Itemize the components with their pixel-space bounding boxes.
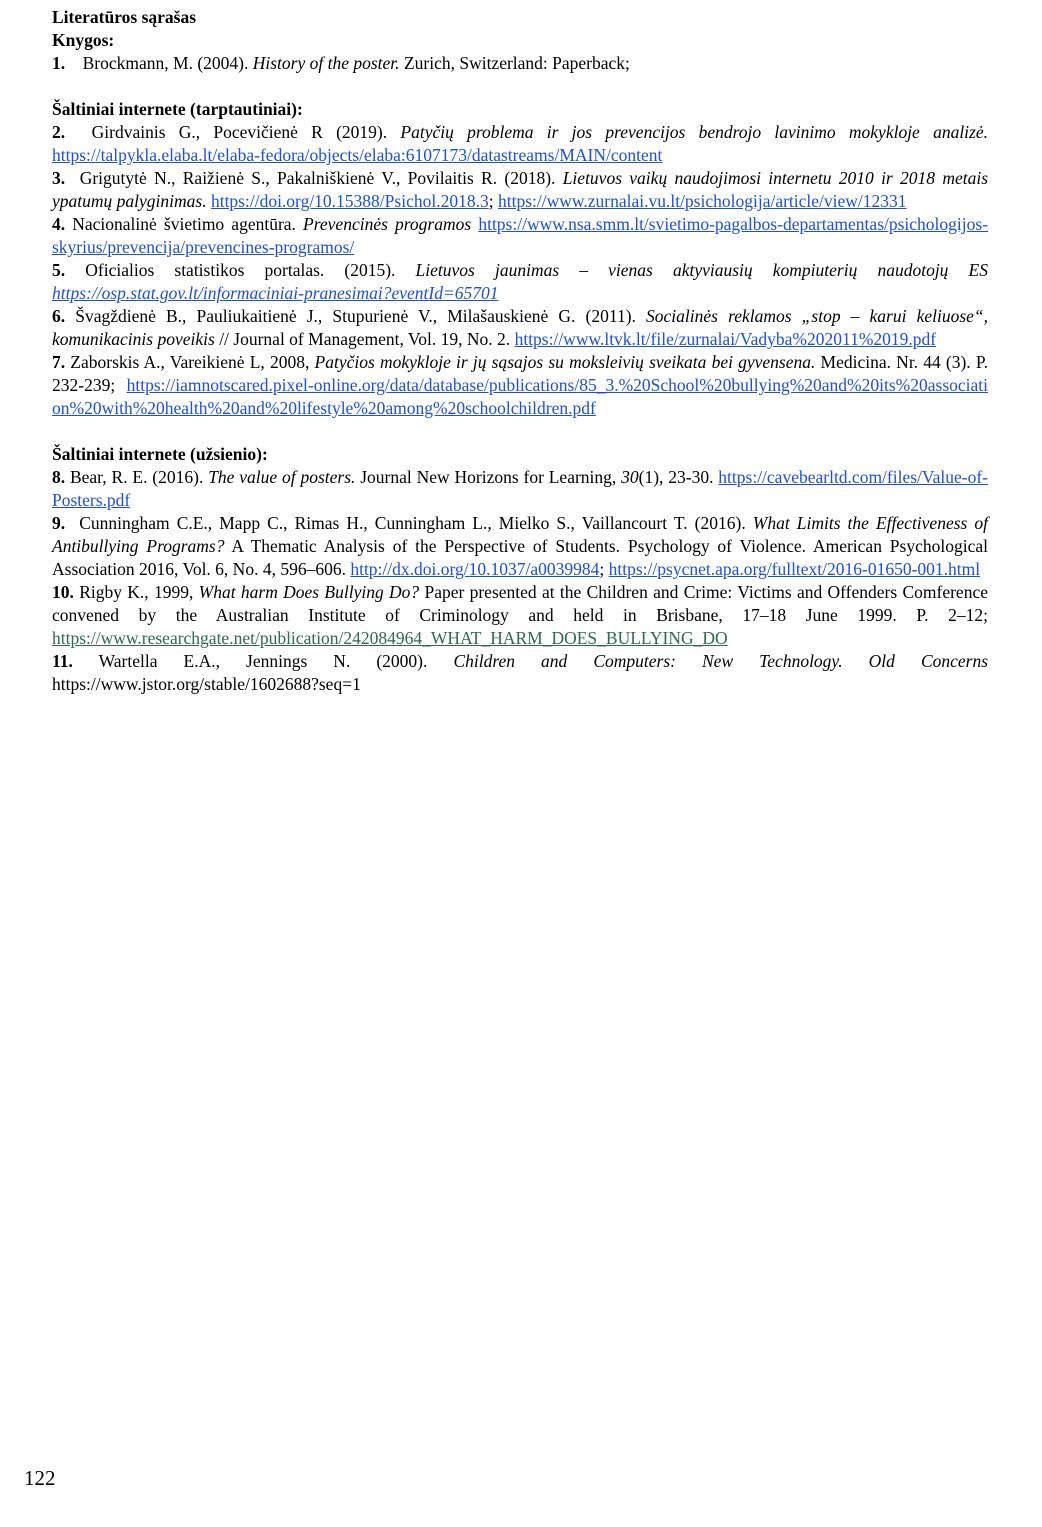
reference-number: 11. — [52, 651, 73, 671]
reference-authors: Nacionalinė švietimo agentūra. — [72, 214, 304, 234]
reference-link-secondary[interactable]: https://www.zurnalai.vu.lt/psichologija/article/view/12331 — [497, 191, 907, 211]
reference-title: What harm Does Bullying Do? — [198, 582, 420, 602]
reference-link[interactable]: https://osp.stat.gov.lt/informaciniai-pranesimai?eventId=65701 — [52, 283, 499, 303]
reference-number: 1. — [52, 53, 66, 73]
reference-link[interactable]: https://www.researchgate.net/publication/242084964_WHAT_HARM_DOES_BULLYING_DO — [52, 628, 728, 648]
reference-link[interactable]: https://www.nsa.smm.lt/svietimo-pagalbos-departamentas/psichologijos-skyrius/prevencija/prevencines-programos/ — [52, 214, 989, 257]
reference-title: Socialinės reklamos „stop – karui keliuose“, komunikacinis poveikis — [52, 306, 989, 349]
reference-title: History of the poster. — [252, 53, 400, 73]
page-number: 122 — [24, 1466, 56, 1490]
reference-number: 8. — [52, 467, 66, 487]
reference-authors: Girdvainis G., Pocevičienė R (2019). — [91, 122, 401, 142]
reference-title: Prevencinės programos — [303, 214, 472, 234]
reference-source: Medicina. Nr. 44 (3). P. 232-239; — [52, 352, 988, 395]
reference-link[interactable]: https://iamnotscared.pixel-online.org/data/database/publications/85_3.%20School%20bullying%20and%20its%20association%20with%20health%20and%20lifestyle%20among%20schoolchildren.pdf — [52, 375, 988, 418]
link-separator: ; — [599, 559, 605, 579]
references-page — [52, 6, 988, 696]
reference-link[interactable]: https://cavebearltd.com/files/Value-of-Posters.pdf — [52, 467, 988, 510]
reference-1 — [52, 52, 988, 75]
reference-4 — [52, 213, 988, 259]
reference-11 — [52, 650, 988, 696]
reference-5 — [52, 259, 988, 305]
reference-title: Patyčios mokykloje ir jų sąsajos su moksleivių sveikata bei gyvensena. — [314, 352, 816, 372]
reference-title: What Limits the Effectiveness of Antibullying Programs? — [52, 513, 989, 556]
reference-authors: Bear, R. E. (2016). — [69, 467, 209, 487]
reference-link[interactable]: http://dx.doi.org/10.1037/a0039984 — [350, 559, 600, 579]
reference-volume: 30 — [621, 467, 639, 487]
reference-number: 6. — [52, 306, 66, 326]
reference-source: Zurich, Switzerland: Paperback; — [399, 53, 630, 73]
reference-number: 10. — [52, 582, 74, 602]
reference-authors: Grigutytė N., Raižienė S., Pakalniškienė V., Povilaitis R. (2018). — [79, 168, 563, 188]
reference-3 — [52, 167, 988, 213]
reference-title: The value of posters. — [208, 467, 356, 487]
reference-9 — [52, 512, 988, 581]
reference-10 — [52, 581, 988, 650]
reference-source: A Thematic Analysis of the Perspective of Students. Psychology of Violence. American Psychological Association 2016, Vol. 6, No. 4, 596–606. — [52, 536, 988, 579]
reference-link[interactable]: https://www.ltvk.lt/file/zurnalai/Vadyba%202011%2019.pdf — [514, 329, 937, 349]
reference-source: // Journal of Management, Vol. 19, No. 2. — [214, 329, 511, 349]
reference-authors: Oficialios statistikos portalas. (2015). — [85, 260, 416, 280]
reference-url-text: https://www.jstor.org/stable/1602688?seq=1 — [52, 674, 361, 694]
reference-number: 9. — [52, 513, 66, 533]
reference-number: 2. — [52, 122, 66, 142]
reference-authors: Švagždienė B., Pauliukaitienė J., Stupurienė V., Milašauskienė G. (2011). — [75, 306, 647, 326]
reference-6 — [52, 305, 988, 351]
reference-link-secondary[interactable]: https://psycnet.apa.org/fulltext/2016-01650-001.html — [608, 559, 981, 579]
reference-authors: Rigby K., 1999, — [79, 582, 199, 602]
reference-title: Lietuvos jaunimas – vienas aktyviausių kompiuterių naudotojų ES — [415, 260, 988, 280]
reference-title: Patyčių problema ir jos prevencijos bendrojo lavinimo mokykloje analizė. — [400, 122, 988, 142]
reference-authors: Brockmann, M. (2004). — [82, 53, 253, 73]
reference-2 — [52, 121, 988, 167]
books-heading: Knygos: — [52, 30, 115, 50]
reference-number: 3. — [52, 168, 66, 188]
reference-authors: Cunningham C.E., Mapp C., Rimas H., Cunningham L., Mielko S., Vaillancourt T. (2016). — [79, 513, 753, 533]
intl-sources-heading: Šaltiniai internete (tarptautiniai): — [52, 99, 303, 119]
reference-link[interactable]: https://doi.org/10.15388/Psichol.2018.3 — [210, 191, 489, 211]
page-title: Literatūros sąrašas — [52, 7, 197, 27]
reference-7 — [52, 351, 988, 420]
reference-number: 4. — [52, 214, 66, 234]
reference-title: Lietuvos vaikų naudojimosi internetu 2010 ir 2018 metais ypatumų palyginimas. — [52, 168, 989, 211]
reference-link[interactable]: https://talpykla.elaba.lt/elaba-fedora/objects/elaba:6107173/datastreams/MAIN/content — [52, 145, 663, 165]
reference-source: Journal New Horizons for Learning, — [355, 467, 622, 487]
link-separator: ; — [488, 191, 494, 211]
reference-number: 5. — [52, 260, 66, 280]
reference-title: Children and Computers: New Technology. Old Concerns — [453, 651, 989, 671]
foreign-sources-heading: Šaltiniai internete (užsienio): — [52, 444, 268, 464]
reference-number: 7. — [52, 352, 66, 372]
reference-source: Paper presented at the Children and Crime: Victims and Offenders Comference convened by the Australian Institute of Criminology and held in Brisbane, 17–18 June 1999. P. 2–12; — [52, 582, 988, 625]
reference-pages: (1), 23-30. — [638, 467, 714, 487]
reference-authors: Zaborskis A., Vareikienė L, 2008, — [70, 352, 315, 372]
reference-authors: Wartella E.A., Jennings N. (2000). — [98, 651, 454, 671]
reference-8 — [52, 466, 988, 512]
